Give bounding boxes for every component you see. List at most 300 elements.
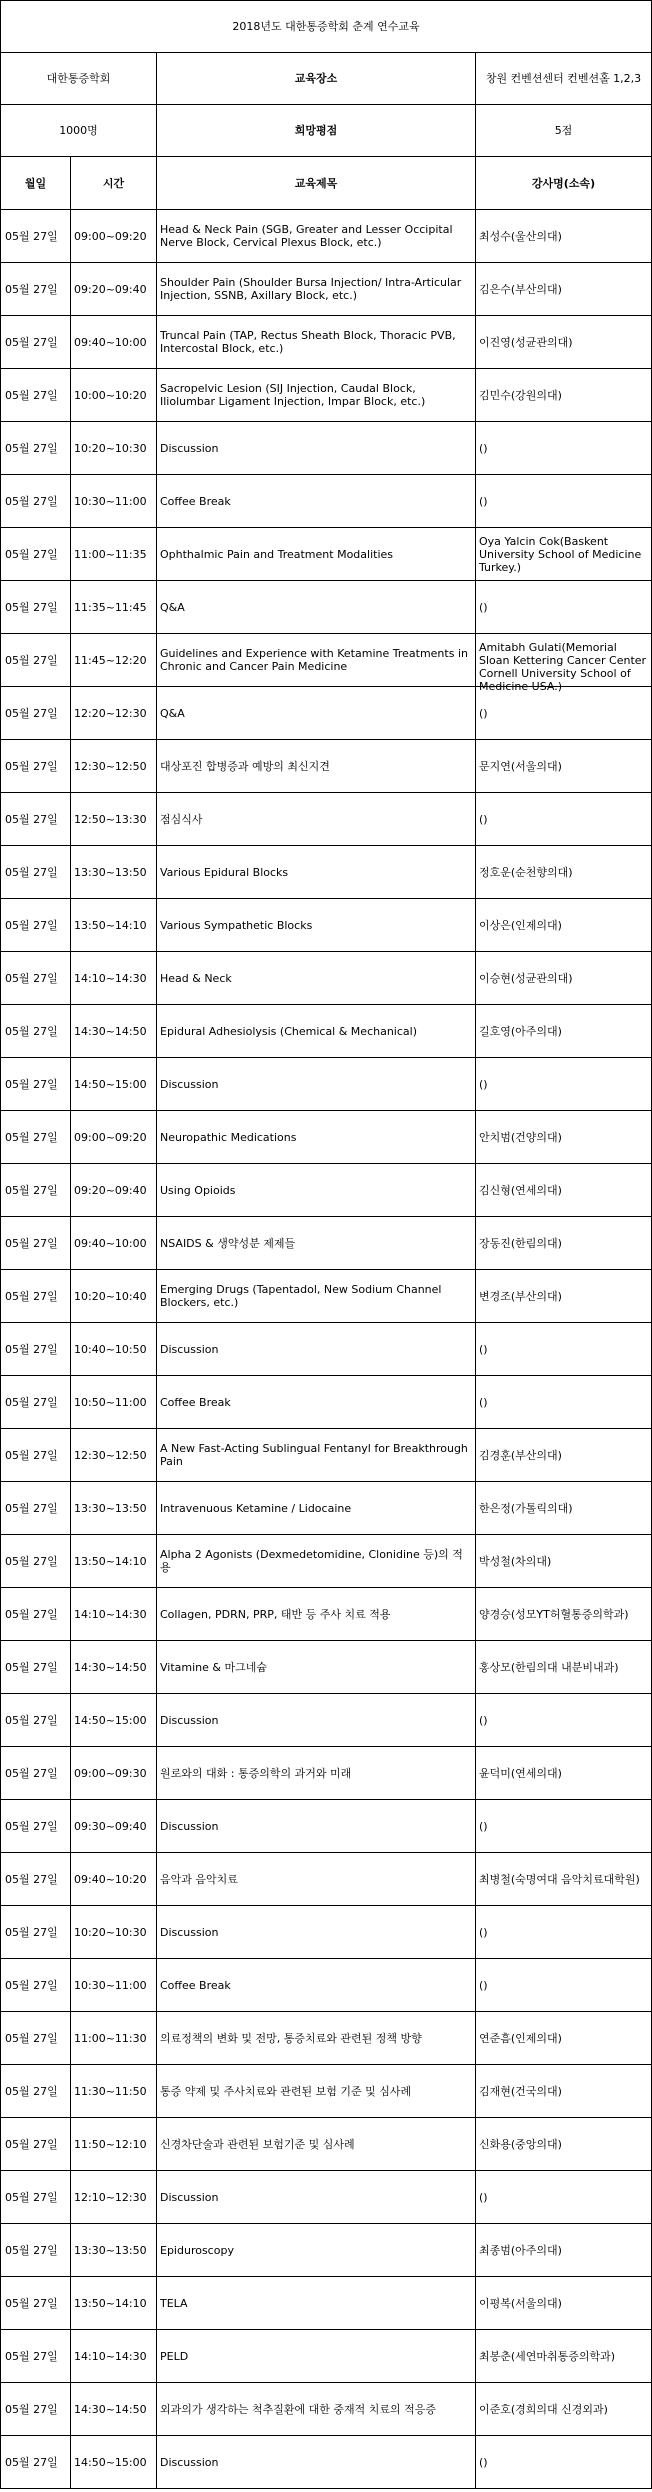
session-topic — [157, 846, 476, 899]
session-topic-text: Intravenuous Ketamine / Lidocaine — [160, 1501, 352, 1515]
session-time-text: 11:50~12:10 — [74, 2137, 147, 2151]
session-date — [1, 1800, 71, 1853]
session-date-text: 05월 27일 — [5, 1925, 58, 1939]
session-time-text: 11:35~11:45 — [74, 600, 147, 614]
session-topic — [157, 2330, 476, 2383]
session-topic-text: Coffee Break — [160, 1395, 231, 1409]
session-topic-text: Epiduroscopy — [160, 2243, 234, 2257]
table-row — [1, 316, 652, 369]
session-speaker — [476, 1906, 652, 1959]
session-time-text: 10:40~10:50 — [74, 1342, 147, 1356]
credit-label: 희망평점 — [157, 105, 476, 157]
session-time-text: 14:10~14:30 — [74, 971, 147, 985]
session-date — [1, 2012, 71, 2065]
session-time — [71, 528, 157, 581]
session-speaker-text: 장동진(한림의대) — [479, 1236, 562, 1250]
session-topic-text: PELD — [160, 2349, 189, 2363]
session-topic-text: Guidelines and Experience with Ketamine Treatments in Chronic and Cancer Pain Medicine — [160, 647, 468, 673]
session-date — [1, 475, 71, 528]
session-topic-text: Q&A — [160, 706, 185, 720]
table-row — [1, 1535, 652, 1588]
session-date-text: 05월 27일 — [5, 2190, 58, 2204]
session-date-text: 05월 27일 — [5, 1501, 58, 1515]
session-speaker — [476, 1270, 652, 1323]
session-speaker — [476, 1323, 652, 1376]
session-date-text: 05월 27일 — [5, 1872, 58, 1886]
session-date — [1, 1482, 71, 1535]
table-row — [1, 1641, 652, 1694]
session-date-text: 05월 27일 — [5, 865, 58, 879]
session-topic-text: Coffee Break — [160, 1978, 231, 1992]
session-topic — [157, 210, 476, 263]
session-time-text: 11:00~11:35 — [74, 547, 147, 561]
session-time-text: 10:20~10:40 — [74, 1289, 147, 1303]
session-time — [71, 1853, 157, 1906]
session-time-text: 12:30~12:50 — [74, 759, 147, 773]
session-time — [71, 2383, 157, 2436]
session-date-text: 05월 27일 — [5, 1978, 58, 1992]
session-date — [1, 422, 71, 475]
session-topic — [157, 1694, 476, 1747]
session-time — [71, 793, 157, 846]
session-speaker-text: 이평복(서울의대) — [479, 2296, 562, 2310]
session-speaker-text: () — [479, 706, 488, 720]
table-row — [1, 2383, 652, 2436]
session-speaker — [476, 369, 652, 422]
session-date-text: 05월 27일 — [5, 1819, 58, 1833]
table-row — [1, 846, 652, 899]
session-topic — [157, 1164, 476, 1217]
session-time-text: 12:10~12:30 — [74, 2190, 147, 2204]
session-date — [1, 1270, 71, 1323]
session-date-text: 05월 27일 — [5, 1395, 58, 1409]
session-date-text: 05월 27일 — [5, 971, 58, 985]
session-topic — [157, 1376, 476, 1429]
session-speaker-text: Amitabh Gulati(Memorial Sloan Kettering Cancer Center Cornell University School of Medicine USA.) — [479, 640, 647, 693]
session-topic-text: Coffee Break — [160, 494, 231, 508]
session-date — [1, 1429, 71, 1482]
session-topic — [157, 793, 476, 846]
session-topic-text: NSAIDS & 생약성분 제제들 — [160, 1236, 296, 1250]
session-speaker — [476, 846, 652, 899]
session-date — [1, 2171, 71, 2224]
table-row — [1, 528, 652, 581]
document-title: 2018년도 대한통증학회 춘계 연수교육 — [1, 1, 652, 53]
session-topic-text: Discussion — [160, 441, 219, 455]
table-row — [1, 581, 652, 634]
session-time-text: 09:00~09:30 — [74, 1766, 147, 1780]
session-time-text: 13:50~14:10 — [74, 918, 147, 932]
session-date-text: 05월 27일 — [5, 494, 58, 508]
session-time — [71, 1482, 157, 1535]
session-speaker-text: 이상은(인제의대) — [479, 918, 562, 932]
session-time — [71, 1164, 157, 1217]
table-row — [1, 2171, 652, 2224]
session-topic-text: 외과의가 생각하는 척추질환에 대한 중재적 치료의 적응증 — [160, 2402, 437, 2416]
session-time — [71, 634, 157, 687]
session-speaker-text: 양경승(성모YT허혈통증의학과) — [479, 1607, 629, 1621]
session-date — [1, 210, 71, 263]
session-topic — [157, 1270, 476, 1323]
session-date — [1, 1111, 71, 1164]
table-row — [1, 793, 652, 846]
session-date — [1, 581, 71, 634]
venue-row — [1, 53, 652, 105]
session-date — [1, 1694, 71, 1747]
session-speaker — [476, 2118, 652, 2171]
session-topic-text: Neuropathic Medications — [160, 1130, 297, 1144]
session-date — [1, 2277, 71, 2330]
session-speaker — [476, 528, 652, 581]
session-speaker-text: 김신형(연세의대) — [479, 1183, 562, 1197]
session-date-text: 05월 27일 — [5, 1077, 58, 1091]
table-row — [1, 210, 652, 263]
session-date-text: 05월 27일 — [5, 2402, 58, 2416]
session-speaker — [476, 1482, 652, 1535]
session-topic-text: 점심식사 — [160, 812, 203, 826]
session-date — [1, 1906, 71, 1959]
session-topic-text: 음악과 음악치료 — [160, 1872, 238, 1886]
table-row — [1, 263, 652, 316]
session-speaker — [476, 2277, 652, 2330]
session-date — [1, 687, 71, 740]
session-date — [1, 899, 71, 952]
session-topic — [157, 1005, 476, 1058]
session-date — [1, 2383, 71, 2436]
session-time-text: 11:30~11:50 — [74, 2084, 147, 2098]
session-topic — [157, 581, 476, 634]
session-speaker — [476, 2171, 652, 2224]
session-speaker-text: () — [479, 812, 488, 826]
session-time — [71, 1217, 157, 1270]
session-date — [1, 2118, 71, 2171]
table-row — [1, 952, 652, 1005]
session-time — [71, 846, 157, 899]
session-time — [71, 581, 157, 634]
session-topic — [157, 1959, 476, 2012]
session-speaker-text: 문지연(서울의대) — [479, 759, 562, 773]
session-time — [71, 369, 157, 422]
session-speaker — [476, 581, 652, 634]
table-row — [1, 1005, 652, 1058]
session-speaker — [476, 1853, 652, 1906]
session-time — [71, 1588, 157, 1641]
table-row — [1, 1376, 652, 1429]
session-speaker — [476, 1058, 652, 1111]
session-speaker — [476, 1217, 652, 1270]
session-time-text: 10:30~11:00 — [74, 494, 147, 508]
session-time-text: 10:50~11:00 — [74, 1395, 147, 1409]
session-time-text: 11:45~12:20 — [74, 653, 147, 667]
session-date — [1, 1747, 71, 1800]
session-topic — [157, 740, 476, 793]
session-time — [71, 2118, 157, 2171]
session-speaker-text: () — [479, 600, 488, 614]
session-speaker-text: 홍상모(한림의대 내분비내과) — [479, 1660, 619, 1674]
session-date — [1, 1164, 71, 1217]
session-time-text: 09:00~09:20 — [74, 1130, 147, 1144]
table-row — [1, 1906, 652, 1959]
session-speaker-text: Oya Yalcin Cok(Baskent University School of Medicine Turkey.) — [479, 534, 642, 574]
session-speaker-text: 정호운(순천향의대) — [479, 865, 573, 879]
session-time — [71, 1376, 157, 1429]
session-time — [71, 1906, 157, 1959]
table-row — [1, 2012, 652, 2065]
session-topic-text: Collagen, PDRN, PRP, 태반 등 주사 치료 적용 — [160, 1607, 391, 1621]
session-date-text: 05월 27일 — [5, 282, 58, 296]
session-time-text: 14:30~14:50 — [74, 1660, 147, 1674]
session-date — [1, 528, 71, 581]
session-time-text: 13:50~14:10 — [74, 1554, 147, 1568]
session-speaker — [476, 1588, 652, 1641]
session-topic-text: Alpha 2 Agonists (Dexmedetomidine, Clonidine 등)의 적용 — [160, 1548, 463, 1574]
session-speaker-text: 신화용(중앙의대) — [479, 2137, 562, 2151]
session-time-text: 14:50~15:00 — [74, 2455, 147, 2469]
session-date-text: 05월 27일 — [5, 1554, 58, 1568]
session-date — [1, 1376, 71, 1429]
session-speaker — [476, 687, 652, 740]
session-speaker — [476, 1641, 652, 1694]
session-topic — [157, 1800, 476, 1853]
session-time — [71, 1641, 157, 1694]
session-time — [71, 316, 157, 369]
table-row — [1, 1429, 652, 1482]
session-date — [1, 2065, 71, 2118]
session-topic — [157, 1323, 476, 1376]
session-date-text: 05월 27일 — [5, 441, 58, 455]
table-row — [1, 2224, 652, 2277]
table-row — [1, 1694, 652, 1747]
session-speaker — [476, 263, 652, 316]
session-date — [1, 952, 71, 1005]
session-topic-text: Shoulder Pain (Shoulder Bursa Injection/ Intra-Articular Injection, SSNB, Axillary Block, etc.) — [160, 276, 462, 302]
session-speaker-text: 최성수(울산의대) — [479, 229, 562, 243]
session-speaker-text: () — [479, 1342, 488, 1356]
table-row — [1, 1800, 652, 1853]
session-speaker — [476, 634, 652, 693]
session-time-text: 10:00~10:20 — [74, 388, 147, 402]
session-speaker-text: () — [479, 1077, 488, 1091]
session-date-text: 05월 27일 — [5, 706, 58, 720]
session-date-text: 05월 27일 — [5, 2137, 58, 2151]
session-speaker-text: 한은정(가톨릭의대) — [479, 1501, 573, 1515]
session-date-text: 05월 27일 — [5, 2243, 58, 2257]
table-row — [1, 899, 652, 952]
session-topic-text: Vitamine & 마그네슘 — [160, 1660, 267, 1674]
session-time-text: 10:20~10:30 — [74, 1925, 147, 1939]
session-time — [71, 2171, 157, 2224]
session-topic — [157, 316, 476, 369]
session-topic — [157, 899, 476, 952]
session-topic-text: 의료정책의 변화 및 전망, 통증치료와 관련된 정책 방향 — [160, 2031, 422, 2045]
session-time — [71, 2065, 157, 2118]
session-topic-text: Various Epidural Blocks — [160, 865, 289, 879]
session-topic-text: Head & Neck — [160, 971, 232, 985]
session-topic-text: Discussion — [160, 1077, 219, 1091]
session-speaker — [476, 1376, 652, 1429]
session-time-text: 09:20~09:40 — [74, 282, 147, 296]
session-speaker — [476, 1005, 652, 1058]
column-header-row — [1, 157, 652, 210]
session-speaker-text: () — [479, 1819, 488, 1833]
session-time-text: 14:10~14:30 — [74, 2349, 147, 2363]
session-speaker — [476, 210, 652, 263]
session-topic — [157, 1217, 476, 1270]
session-speaker — [476, 316, 652, 369]
session-speaker — [476, 1694, 652, 1747]
table-row — [1, 1217, 652, 1270]
session-speaker-text: 길호영(아주의대) — [479, 1024, 562, 1038]
session-speaker-text: 최병철(숙명여대 음악치료대학원) — [479, 1872, 640, 1886]
session-speaker-text: 김경훈(부산의대) — [479, 1448, 562, 1462]
table-row — [1, 2436, 652, 2489]
session-time-text: 13:30~13:50 — [74, 1501, 147, 1515]
session-time — [71, 740, 157, 793]
session-speaker — [476, 2012, 652, 2065]
session-topic — [157, 528, 476, 581]
session-time — [71, 1270, 157, 1323]
session-topic — [157, 263, 476, 316]
session-time-text: 09:40~10:00 — [74, 1236, 147, 1250]
table-row — [1, 1588, 652, 1641]
session-time-text: 14:50~15:00 — [74, 1077, 147, 1091]
table-row — [1, 1164, 652, 1217]
column-header-speaker: 강사명(소속) — [476, 157, 652, 210]
session-topic — [157, 2277, 476, 2330]
session-speaker — [476, 1111, 652, 1164]
session-topic — [157, 1853, 476, 1906]
session-time — [71, 475, 157, 528]
session-topic — [157, 2171, 476, 2224]
session-speaker — [476, 1429, 652, 1482]
session-date-text: 05월 27일 — [5, 812, 58, 826]
session-speaker-text: () — [479, 1713, 488, 1727]
session-time — [71, 1694, 157, 1747]
session-speaker — [476, 2330, 652, 2383]
session-speaker-text: 김재현(건국의대) — [479, 2084, 562, 2098]
session-topic — [157, 1482, 476, 1535]
session-time — [71, 2436, 157, 2489]
session-date — [1, 1217, 71, 1270]
table-row — [1, 1853, 652, 1906]
session-date-text: 05월 27일 — [5, 1130, 58, 1144]
venue-value: 창원 컨벤션센터 컨벤션홀 1,2,3 — [476, 53, 652, 105]
session-date-text: 05월 27일 — [5, 335, 58, 349]
session-time-text: 14:30~14:50 — [74, 2402, 147, 2416]
session-date — [1, 2436, 71, 2489]
session-speaker-text: 윤덕미(연세의대) — [479, 1766, 562, 1780]
session-date — [1, 1641, 71, 1694]
session-time-text: 13:50~14:10 — [74, 2296, 147, 2310]
session-time — [71, 1959, 157, 2012]
session-speaker — [476, 740, 652, 793]
session-topic — [157, 634, 476, 687]
session-time-text: 09:30~09:40 — [74, 1819, 147, 1833]
session-date — [1, 316, 71, 369]
session-time — [71, 1800, 157, 1853]
session-speaker-text: () — [479, 2190, 488, 2204]
session-date-text: 05월 27일 — [5, 2084, 58, 2098]
session-speaker-text: 김민수(강원의대) — [479, 388, 562, 402]
session-speaker-text: 연준흠(인제의대) — [479, 2031, 562, 2045]
session-time — [71, 2012, 157, 2065]
session-time — [71, 1058, 157, 1111]
session-speaker — [476, 2065, 652, 2118]
session-time — [71, 1747, 157, 1800]
session-topic — [157, 2383, 476, 2436]
column-header-date: 월일 — [1, 157, 71, 210]
session-time — [71, 1005, 157, 1058]
session-topic-text: Discussion — [160, 2190, 219, 2204]
session-speaker — [476, 899, 652, 952]
session-topic-text: Truncal Pain (TAP, Rectus Sheath Block, Thoracic PVB, Intercostal Block, etc.) — [160, 329, 456, 355]
session-speaker-text: 김은수(부산의대) — [479, 282, 562, 296]
session-topic-text: Sacropelvic Lesion (SIJ Injection, Caudal Block, Iliolumbar Ligament Injection, Impar Block, etc.) — [160, 382, 426, 408]
session-date — [1, 1853, 71, 1906]
table-row — [1, 1270, 652, 1323]
session-date-text: 05월 27일 — [5, 653, 58, 667]
session-topic-text: Emerging Drugs (Tapentadol, New Sodium Channel Blockers, etc.) — [160, 1283, 442, 1309]
session-time — [71, 2224, 157, 2277]
session-topic-text: TELA — [160, 2296, 188, 2310]
table-row — [1, 2118, 652, 2171]
session-speaker — [476, 2383, 652, 2436]
session-speaker — [476, 2436, 652, 2489]
session-time-text: 12:50~13:30 — [74, 812, 147, 826]
session-date-text: 05월 27일 — [5, 1713, 58, 1727]
session-speaker — [476, 2224, 652, 2277]
session-time-text: 13:30~13:50 — [74, 2243, 147, 2257]
session-time-text: 09:40~10:20 — [74, 1872, 147, 1886]
session-time — [71, 2330, 157, 2383]
session-date-text: 05월 27일 — [5, 2455, 58, 2469]
session-speaker — [476, 1747, 652, 1800]
session-speaker — [476, 1164, 652, 1217]
session-date — [1, 634, 71, 687]
session-time — [71, 1323, 157, 1376]
session-time — [71, 899, 157, 952]
session-date — [1, 740, 71, 793]
session-topic — [157, 1429, 476, 1482]
session-date — [1, 1005, 71, 1058]
session-date — [1, 263, 71, 316]
session-speaker-text: () — [479, 2455, 488, 2469]
capacity: 1000명 — [1, 105, 157, 157]
column-header-time: 시간 — [71, 157, 157, 210]
session-topic-text: 신경차단술과 관련된 보험기준 및 심사례 — [160, 2137, 355, 2151]
session-date — [1, 1535, 71, 1588]
session-speaker-text: () — [479, 1978, 488, 1992]
session-topic — [157, 1058, 476, 1111]
table-row — [1, 1058, 652, 1111]
session-topic — [157, 1641, 476, 1694]
session-time-text: 10:30~11:00 — [74, 1978, 147, 1992]
session-time — [71, 1535, 157, 1588]
session-topic — [157, 1906, 476, 1959]
session-time-text: 09:40~10:00 — [74, 335, 147, 349]
session-topic-text: 원로와의 대화 : 통증의학의 과거와 미래 — [160, 1766, 352, 1780]
session-date — [1, 793, 71, 846]
table-row — [1, 1959, 652, 2012]
session-topic — [157, 2436, 476, 2489]
capacity-row — [1, 105, 652, 157]
table-row — [1, 1747, 652, 1800]
session-speaker — [476, 1800, 652, 1853]
session-date — [1, 1058, 71, 1111]
session-date — [1, 1959, 71, 2012]
session-topic — [157, 2065, 476, 2118]
session-speaker — [476, 475, 652, 528]
